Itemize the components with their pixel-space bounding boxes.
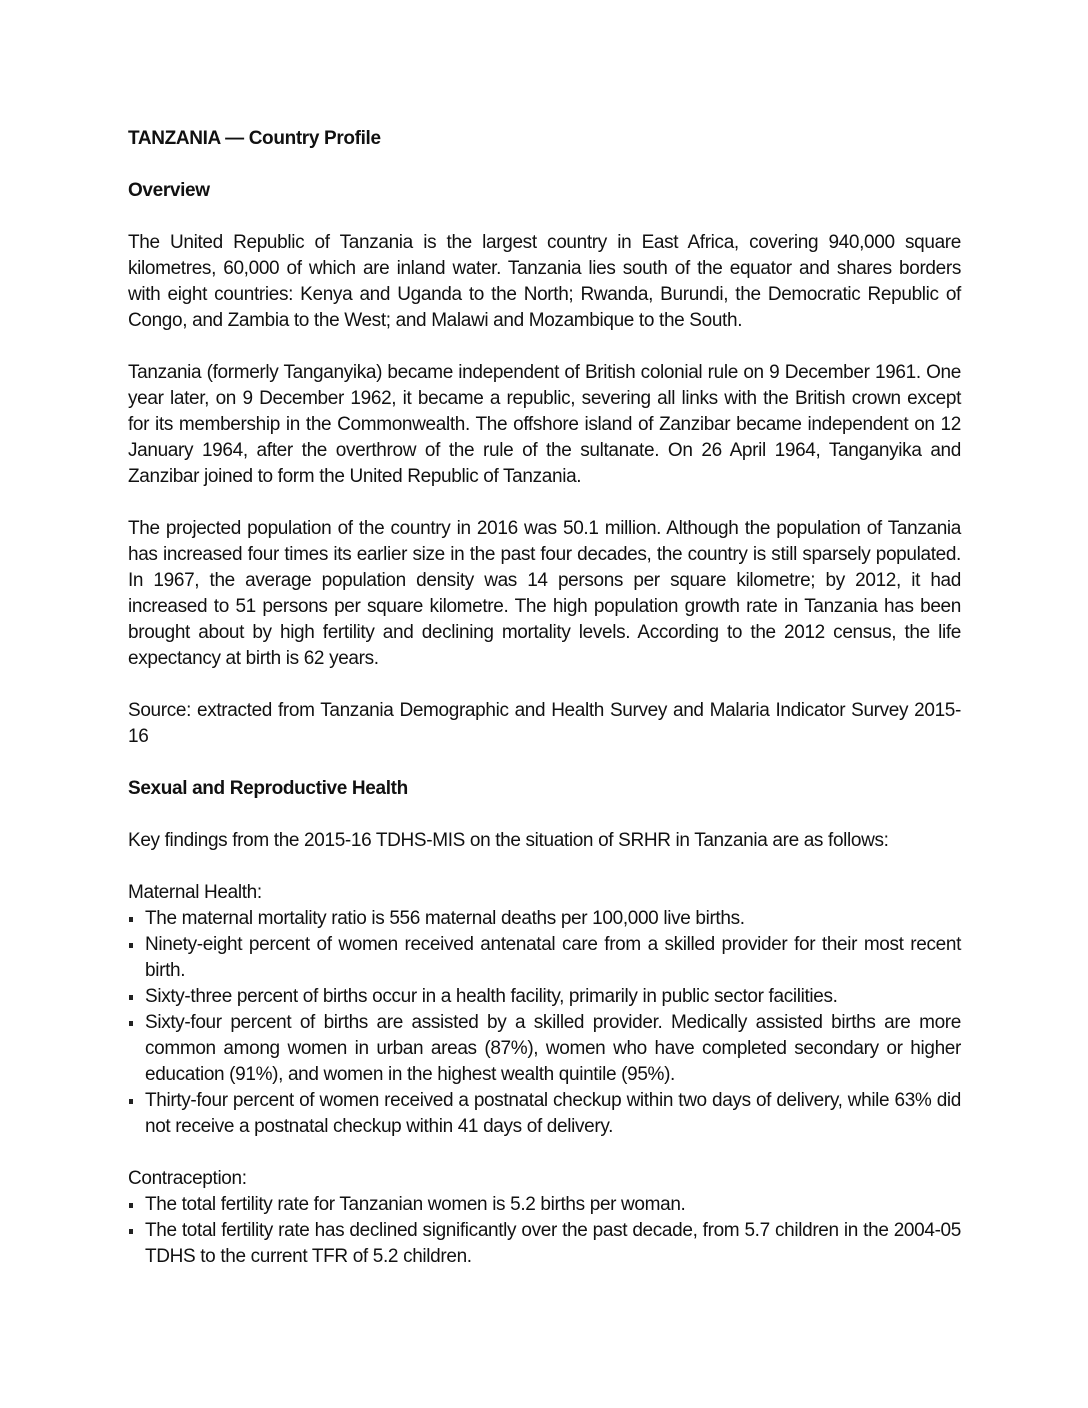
srh-intro: Key findings from the 2015-16 TDHS-MIS on the situation of SRHR in Tanzania are as follows: <box>128 830 889 851</box>
bullet-icon <box>129 1229 133 1234</box>
list-item <box>128 984 961 1010</box>
overview-paragraph-history: Tanzania (formerly Tanganyika) became independent of British colonial rule on 9 December 1961. One year later, on 9 December 1962, it became a republic, severing all links with the British crown except for its membership in the Commonwealth. The offshore island of Zanzibar became independent on 12 January 1964, after the overthrow of the rule of the sultanate. On 26 April 1964, Tanganyika and Zanzibar joined to form the United Republic of Tanzania. <box>128 362 961 487</box>
list-item-text: The total fertility rate has declined significantly over the past decade, from 5.7 children in the 2004-05 TDHS to the current TFR of 5.2 children. <box>145 1220 961 1267</box>
list-item <box>128 1218 961 1270</box>
document-page <box>128 126 961 1296</box>
list-item-text: The maternal mortality ratio is 556 maternal deaths per 100,000 live births. <box>145 908 745 929</box>
list-item-text: Thirty-four percent of women received a postnatal checkup within two days of delivery, while 63% did not receive a postnatal checkup within 41 days of delivery. <box>145 1090 961 1137</box>
list-item-text: Sixty-four percent of births are assisted by a skilled provider. Medically assisted births are more common among women in urban areas (87%), women who have completed secondary or higher education (91%), and women in the highest wealth quintile (95%). <box>145 1012 961 1085</box>
bullet-icon <box>129 943 133 948</box>
list-item <box>128 1010 961 1088</box>
section-heading-srh: Sexual and Reproductive Health <box>128 778 408 799</box>
bullet-icon <box>129 917 133 922</box>
overview-paragraph-geography: The United Republic of Tanzania is the largest country in East Africa, covering 940,000 square kilometres, 60,000 of which are inland water. Tanzania lies south of the equator and shares borders with eight countries: Kenya and Uganda to the North; Rwanda, Burundi, the Democratic Republic of Congo, and Zambia to the West; and Malawi and Mozambique to the South. <box>128 232 961 331</box>
bullet-icon <box>129 995 133 1000</box>
list-item-text: The total fertility rate for Tanzanian women is 5.2 births per woman. <box>145 1194 686 1215</box>
maternal-health-label: Maternal Health: <box>128 882 262 903</box>
maternal-health-list <box>128 906 961 1140</box>
list-item <box>128 932 961 984</box>
list-item <box>128 1192 961 1218</box>
bullet-icon <box>129 1099 133 1104</box>
list-item <box>128 1088 961 1140</box>
overview-source-note: Source: extracted from Tanzania Demographic and Health Survey and Malaria Indicator Survey 2015-16 <box>128 700 961 747</box>
overview-paragraph-population: The projected population of the country in 2016 was 50.1 million. Although the population of Tanzania has increased four times its earlier size in the past four decades, the country is still sparsely populated. In 1967, the average population density was 14 persons per square kilometre; by 2012, it had increased to 51 persons per square kilometre. The high population growth rate in Tanzania has been brought about by high fertility and declining mortality levels. According to the 2012 census, the life expectancy at birth is 62 years. <box>128 518 961 669</box>
list-item <box>128 906 961 932</box>
bullet-icon <box>129 1203 133 1208</box>
list-item-text: Ninety-eight percent of women received antenatal care from a skilled provider for their most recent birth. <box>145 934 961 981</box>
document-title: TANZANIA — Country Profile <box>128 128 381 149</box>
contraception-label: Contraception: <box>128 1168 247 1189</box>
list-item-text: Sixty-three percent of births occur in a health facility, primarily in public sector facilities. <box>145 986 838 1007</box>
contraception-list <box>128 1192 961 1270</box>
section-heading-overview: Overview <box>128 180 210 201</box>
bullet-icon <box>129 1021 133 1026</box>
